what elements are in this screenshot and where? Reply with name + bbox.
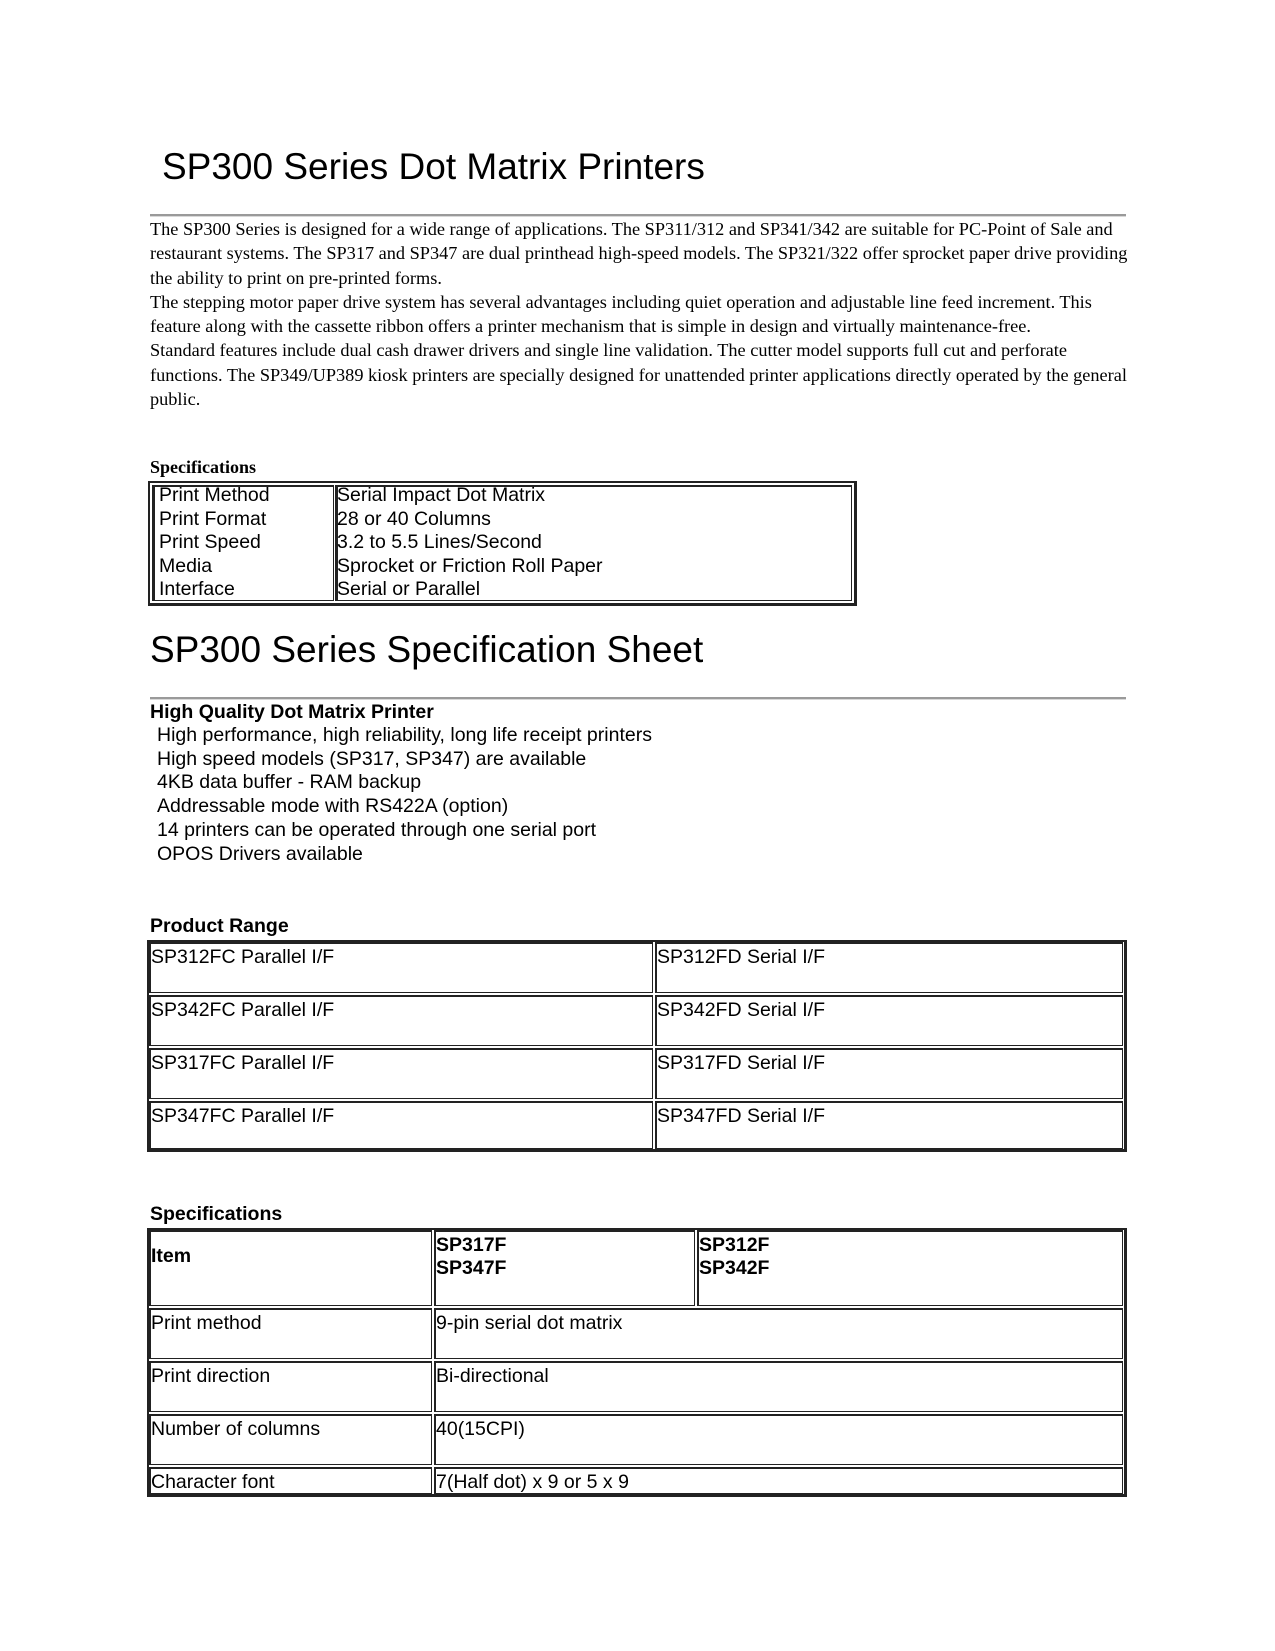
- spec-item-cell: Print direction: [149, 1361, 432, 1412]
- feature-item: High speed models (SP317, SP347) are available: [157, 747, 587, 770]
- spec-item-cell: Character font: [149, 1467, 432, 1494]
- product-range-table: [147, 940, 1127, 1152]
- specs-summary-table: [148, 481, 857, 606]
- product-range-cell: SP342FD Serial I/F: [655, 995, 1123, 1046]
- spec-name: Print Method: [159, 484, 270, 506]
- specifications-table: [147, 1228, 1127, 1497]
- spec-item-cell: Number of columns: [149, 1414, 432, 1465]
- spec-value: Serial Impact Dot Matrix: [337, 484, 546, 506]
- model-name: SP317F: [436, 1234, 507, 1256]
- feature-item: OPOS Drivers available: [157, 842, 363, 865]
- spec-value-cell: 9-pin serial dot matrix: [434, 1308, 1123, 1359]
- feature-item: Addressable mode with RS422A (option): [157, 795, 509, 818]
- model-name: SP312F: [699, 1234, 770, 1256]
- product-range-cell: SP347FC Parallel I/F: [149, 1101, 653, 1149]
- product-range-cell: SP317FC Parallel I/F: [149, 1048, 653, 1099]
- intro-paragraph-2: The stepping motor paper drive system has several advantages including quiet operation and adjustable line feed increment. This feature along with the cassette ribbon offers a printer mechanism that is simple in design and virtually maintenance-free.: [150, 291, 1092, 337]
- spec-header-item: Item: [149, 1230, 432, 1306]
- spec-name: Print Speed: [159, 531, 261, 553]
- model-name: SP342F: [699, 1257, 770, 1279]
- feature-item: 14 printers can be operated through one serial port: [157, 818, 597, 841]
- page-title: SP300 Series Dot Matrix Printers: [162, 146, 705, 187]
- spec-name: Interface: [159, 578, 235, 600]
- spec-item-cell: Print method: [149, 1308, 432, 1359]
- product-range-label: Product Range: [150, 915, 289, 937]
- feature-item: High performance, high reliability, long life receipt printers: [157, 724, 652, 746]
- specifications-label: Specifications: [150, 1203, 283, 1225]
- spec-value-cell: 40(15CPI): [434, 1414, 1123, 1465]
- intro-paragraph-1: The SP300 Series is designed for a wide range of applications. The SP311/312 and SP341/342 are suitable for PC-Point of Sale and restaurant systems. The SP317 and SP347 are dual printhead high-speed models. The SP321/322 offer sprocket paper drive providing the ability to print on pre-printed forms.: [150, 219, 1128, 288]
- product-range-cell: SP317FD Serial I/F: [655, 1048, 1123, 1099]
- spec-value: Sprocket or Friction Roll Paper: [337, 554, 603, 577]
- product-range-cell: SP342FC Parallel I/F: [149, 995, 653, 1046]
- feature-item: 4KB data buffer - RAM backup: [157, 771, 422, 794]
- spec-name: Print Format: [159, 507, 267, 530]
- spec-header-model-b: [697, 1230, 1123, 1306]
- intro-text: [150, 217, 1130, 411]
- feature-list: [157, 724, 652, 866]
- specs-summary-label: Specifications: [150, 457, 256, 477]
- intro-paragraph-3: Standard features include dual cash drawer drivers and single line validation. The cutter model supports full cut and perforate functions. The SP349/UP389 kiosk printers are specially designed for unattended printer applications directly operated by the general public.: [150, 340, 1127, 410]
- product-range-cell: SP312FC Parallel I/F: [149, 942, 653, 993]
- spec-value: 3.2 to 5.5 Lines/Second: [337, 531, 542, 553]
- spec-value-cell: Bi-directional: [434, 1361, 1123, 1412]
- product-range-cell: SP312FD Serial I/F: [655, 942, 1123, 993]
- product-range-cell: SP347FD Serial I/F: [655, 1101, 1123, 1149]
- spec-name: Media: [159, 554, 213, 577]
- spec-value: 28 or 40 Columns: [337, 507, 491, 530]
- spec-sheet-title: SP300 Series Specification Sheet: [150, 629, 704, 670]
- feature-heading: High Quality Dot Matrix Printer: [150, 701, 434, 723]
- spec-value-cell: 7(Half dot) x 9 or 5 x 9: [434, 1467, 1123, 1494]
- spec-header-model-a: [434, 1230, 695, 1306]
- spec-value: Serial or Parallel: [337, 578, 481, 600]
- model-name: SP347F: [436, 1257, 507, 1279]
